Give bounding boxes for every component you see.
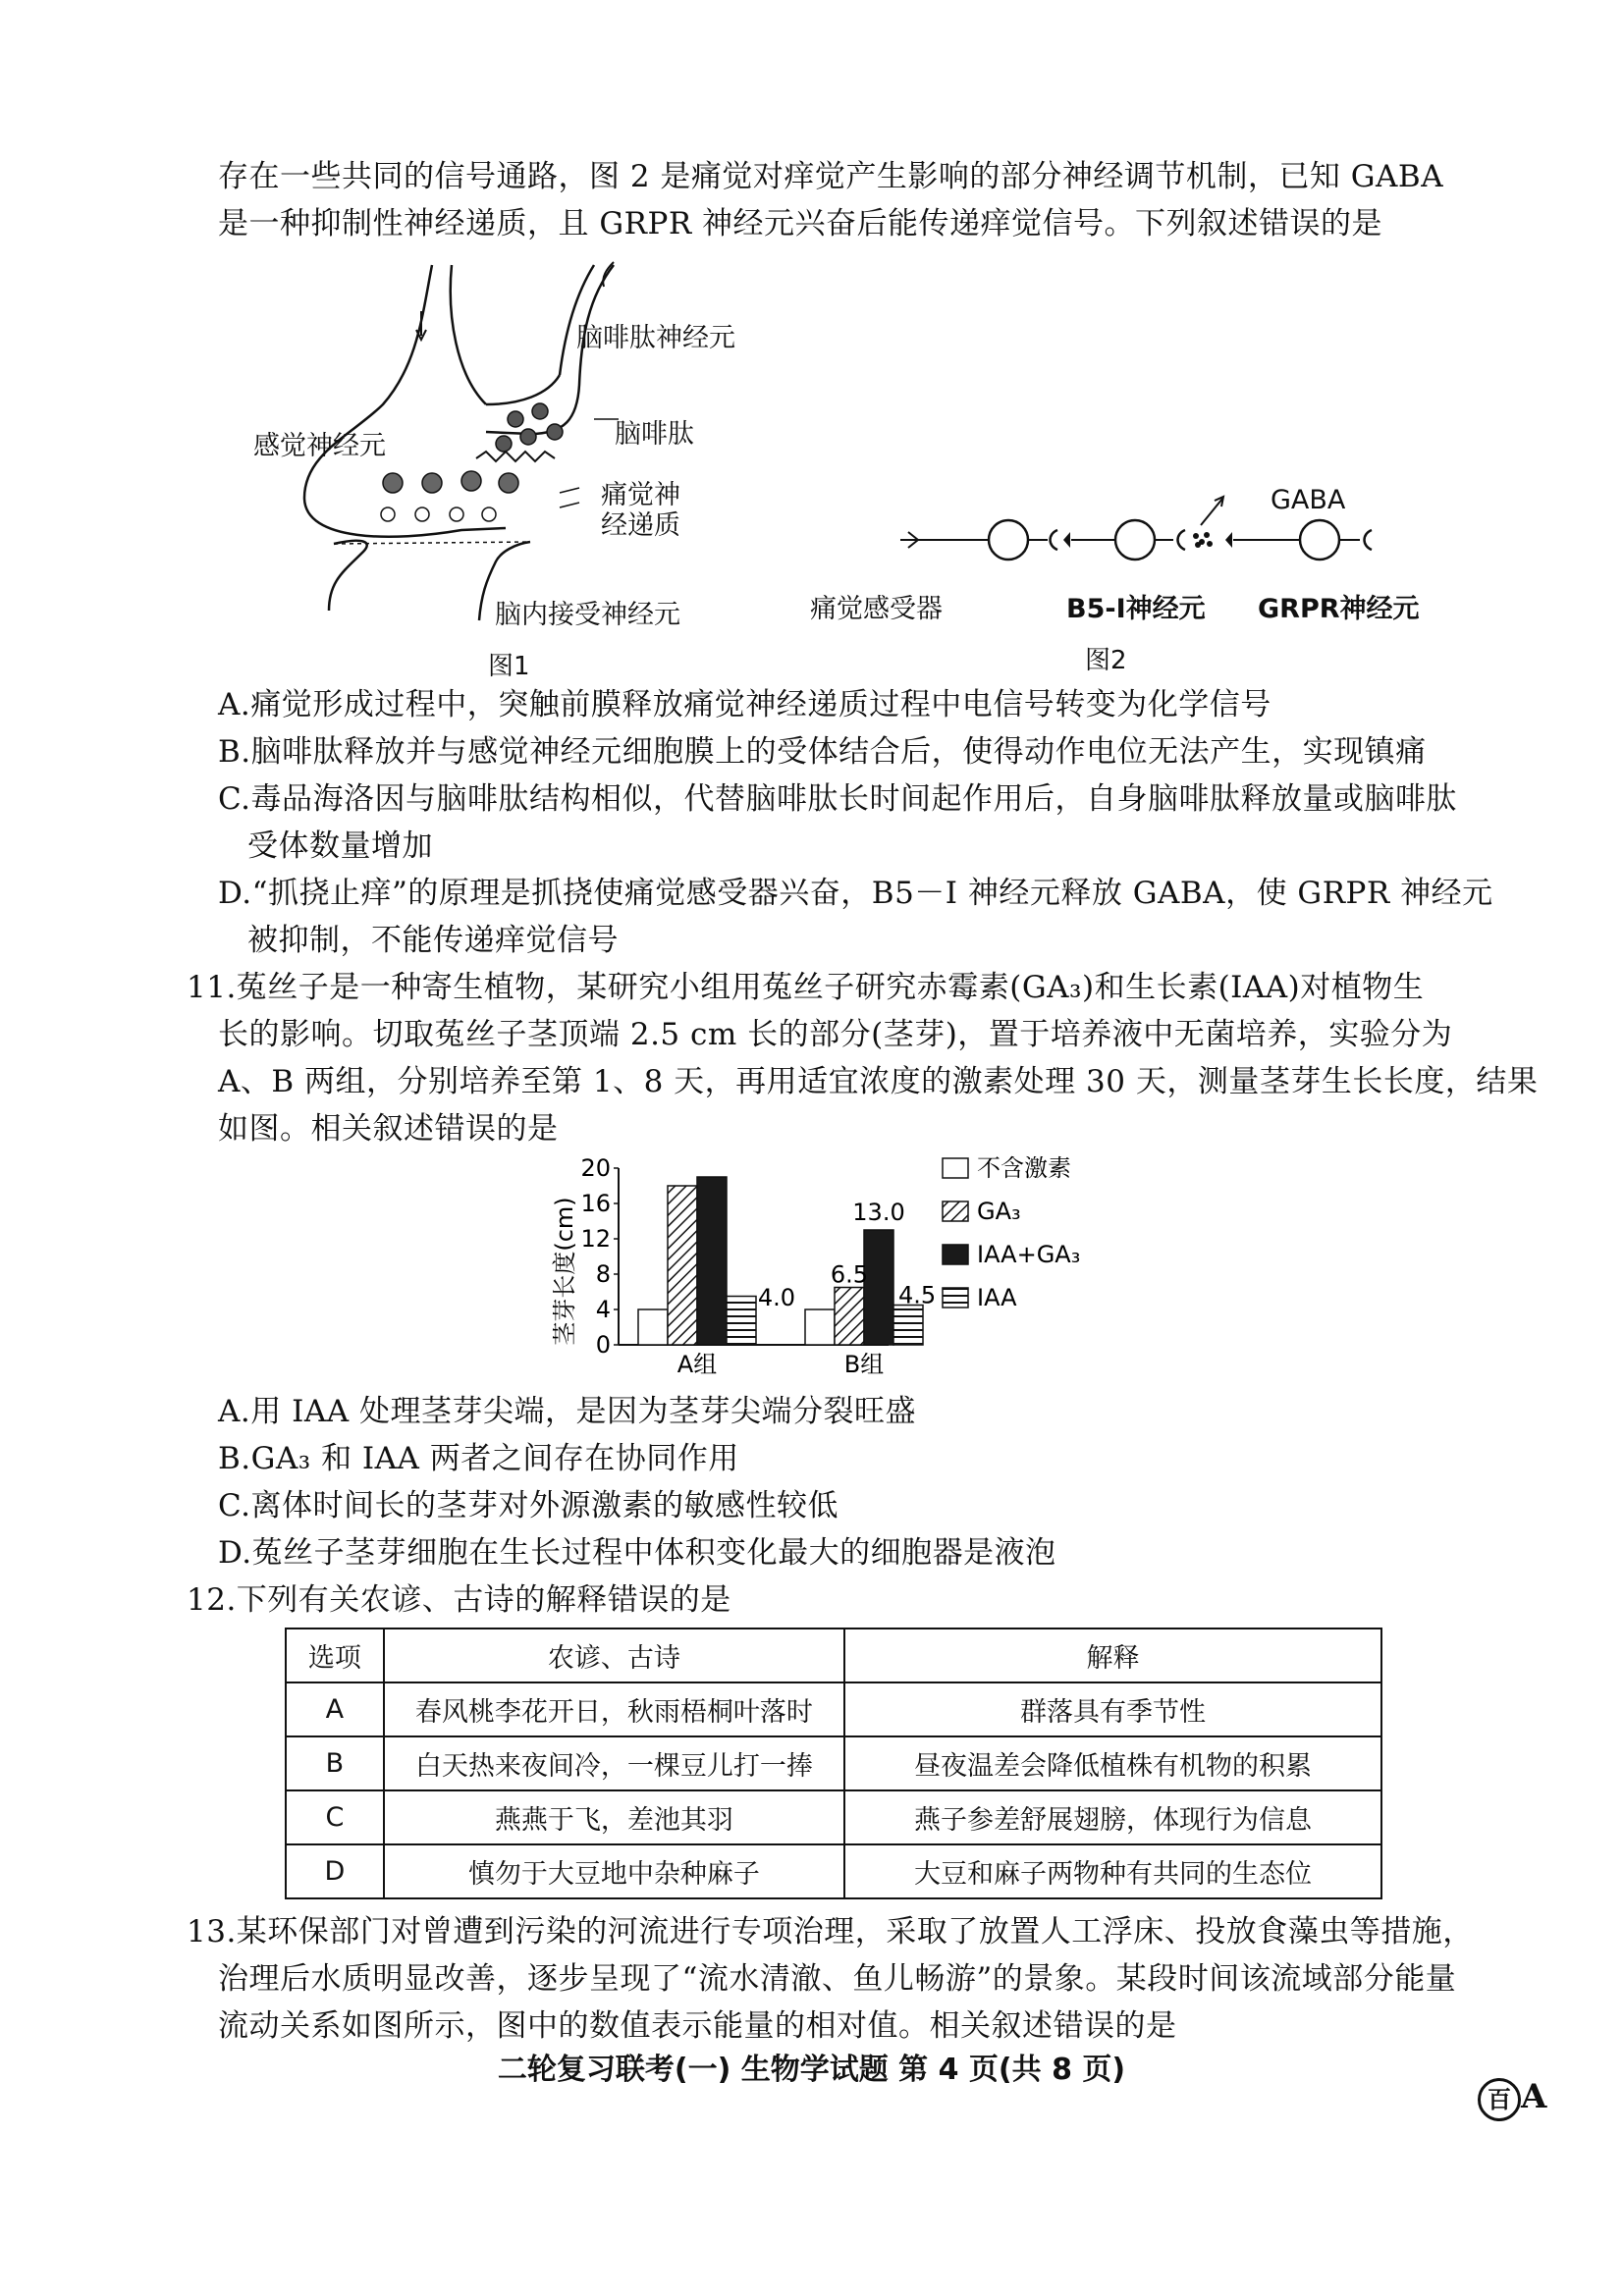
- intro-line-2: 是一种抑制性神经递质，且 GRPR 神经元兴奋后能传递痒觉信号。下列叙述错误的是: [218, 206, 1383, 241]
- q11-option-b: B.GA₃ 和 IAA 两者之间存在协同作用: [218, 1441, 739, 1476]
- label-enkephalin-neuron: 脑啡肽神经元: [576, 323, 735, 353]
- q10-option-a: A.痛觉形成过程中，突触前膜释放痛觉神经递质过程中电信号转变为化学信号: [218, 687, 1271, 722]
- y-axis-label: 茎芽长度(cm): [551, 1197, 578, 1346]
- cell-option: D: [286, 1844, 384, 1898]
- q13-line-2: 治理后水质明显改善，逐步呈现了“流水清澈、鱼儿畅游”的景象。某段时间该流域部分能量: [218, 1961, 1457, 1997]
- cell-explanation: 大豆和麻子两物种有共同的生态位: [844, 1844, 1381, 1898]
- q11-bar-chart: [545, 1148, 1154, 1384]
- q10-option-b: B.脑啡肽释放并与感觉神经元细胞膜上的受体结合后，使得动作电位无法产生，实现镇痛: [218, 734, 1427, 770]
- table-row: [286, 1790, 1381, 1844]
- q11-option-a: A.用 IAA 处理茎芽尖端，是因为茎芽尖端分裂旺盛: [218, 1394, 916, 1429]
- label-pain-transmitter-1: 痛觉神: [601, 480, 680, 510]
- cell-explanation: 燕子参差舒展翅膀，体现行为信息: [844, 1790, 1381, 1844]
- legend-swatch: [943, 1158, 968, 1178]
- q11-line-1: 11.菟丝子是一种寄生植物，某研究小组用菟丝子研究赤霉素(GA₃)和生长素(IAA)对植物生: [187, 970, 1425, 1005]
- y-tick-label: 20: [580, 1154, 611, 1182]
- label-enkephalin: 脑啡肽: [615, 419, 694, 450]
- cell-explanation: 昼夜温差会降低植株有机物的积累: [844, 1736, 1381, 1790]
- bar-0-0: [638, 1309, 668, 1345]
- cell-proverb: 白天热来夜间冷，一棵豆儿打一捧: [384, 1736, 844, 1790]
- q12-table: [285, 1628, 1382, 1899]
- bar-2-0: [697, 1177, 727, 1345]
- data-label: 4.5: [898, 1281, 937, 1309]
- brand-logo: [1478, 2077, 1546, 2121]
- x-category-label: A组: [676, 1351, 718, 1378]
- q10-option-d-cont: 被抑制，不能传递痒觉信号: [247, 923, 619, 958]
- legend-label: 不含激素: [977, 1154, 1071, 1182]
- y-tick-label: 8: [595, 1260, 611, 1288]
- cell-proverb: 慎勿于大豆地中杂种麻子: [384, 1844, 844, 1898]
- legend-label: GA₃: [977, 1198, 1021, 1225]
- cell-proverb: 春风桃李花开日，秋雨梧桐叶落时: [384, 1682, 844, 1736]
- data-label: 13.0: [852, 1199, 905, 1226]
- legend-label: IAA+GA₃: [977, 1241, 1081, 1268]
- bar-1-0: [668, 1186, 697, 1345]
- cell-option: A: [286, 1682, 384, 1736]
- q11-line-3: A、B 两组，分别培养至第 1、8 天，再用适宜浓度的激素处理 30 天，测量茎芽生长长度，结果: [218, 1064, 1539, 1099]
- bar-0-1: [805, 1309, 835, 1345]
- label-b5-neuron: B5-I神经元: [1066, 594, 1206, 624]
- logo-letter: A: [1521, 2077, 1547, 2116]
- logo-circle-icon: 百: [1478, 2078, 1521, 2121]
- y-tick-label: 16: [580, 1190, 611, 1217]
- cell-option: B: [286, 1736, 384, 1790]
- legend-swatch: [943, 1288, 968, 1308]
- table-row: [286, 1736, 1381, 1790]
- figure-2-caption: 图2: [1085, 646, 1127, 675]
- label-gaba: GABA: [1271, 485, 1346, 515]
- y-tick-label: 4: [595, 1296, 611, 1323]
- bar-2-1: [864, 1230, 893, 1345]
- q11-line-4: 如图。相关叙述错误的是: [218, 1111, 559, 1147]
- label-sensory-neuron: 感觉神经元: [253, 431, 386, 461]
- table-row: [286, 1844, 1381, 1898]
- x-category-label: B组: [843, 1351, 885, 1378]
- page-footer: 二轮复习联考(一) 生物学试题 第 4 页(共 8 页): [497, 2053, 1126, 2087]
- legend-label: IAA: [977, 1284, 1017, 1311]
- q13-line-1: 13.某环保部门对曾遭到污染的河流进行专项治理，采取了放置人工浮床、投放食藻虫等措施，: [187, 1914, 1474, 1949]
- table-row: [286, 1682, 1381, 1736]
- cell-explanation: 群落具有季节性: [844, 1682, 1381, 1736]
- label-pain-transmitter-2: 经递质: [601, 510, 680, 541]
- q13-line-3: 流动关系如图所示，图中的数值表示能量的相对值。相关叙述错误的是: [218, 2008, 1177, 2044]
- bar-1-1: [835, 1288, 864, 1346]
- q11-line-2: 长的影响。切取菟丝子茎顶端 2.5 cm 长的部分(茎芽)，置于培养液中无菌培养，实验分为: [218, 1017, 1453, 1052]
- cell-proverb: 燕燕于飞，差池其羽: [384, 1790, 844, 1844]
- q11-option-d: D.菟丝子茎芽细胞在生长过程中体积变化最大的细胞器是液泡: [218, 1535, 1056, 1571]
- bar-3-1: [893, 1306, 923, 1346]
- intro-line-1: 存在一些共同的信号通路，图 2 是痛觉对痒觉产生影响的部分神经调节机制，已知 GABA: [218, 159, 1444, 194]
- figure-2-pathway: [898, 481, 1429, 569]
- y-tick-label: 12: [580, 1225, 611, 1253]
- data-label: 4.0: [757, 1284, 795, 1311]
- legend-swatch: [943, 1201, 968, 1221]
- label-brain-receiver: 脑内接受神经元: [495, 600, 680, 630]
- bar-3-0: [727, 1297, 756, 1346]
- cell-option: C: [286, 1790, 384, 1844]
- label-grpr-neuron: GRPR神经元: [1258, 594, 1420, 624]
- label-pain-receptor: 痛觉感受器: [810, 594, 943, 624]
- figure-1-caption: 图1: [488, 652, 530, 681]
- legend-swatch: [943, 1245, 968, 1264]
- q10-option-c: C.毒品海洛因与脑啡肽结构相似，代替脑啡肽长时间起作用后，自身脑啡肽释放量或脑啡肽: [218, 781, 1457, 817]
- y-tick-label: 0: [595, 1331, 611, 1359]
- header-explanation: 解释: [844, 1629, 1381, 1682]
- header-option: 选项: [286, 1629, 384, 1682]
- q10-option-c-cont: 受体数量增加: [247, 828, 433, 864]
- table-header-row: [286, 1629, 1381, 1682]
- data-label: 6.5: [830, 1260, 869, 1289]
- header-proverb: 农谚、古诗: [384, 1629, 844, 1682]
- q11-option-c: C.离体时间长的茎芽对外源激素的敏感性较低: [218, 1488, 839, 1523]
- q10-option-d: D.“抓挠止痒”的原理是抓挠使痛觉感受器兴奋，B5－I 神经元释放 GABA，使 GRPR 神经元: [218, 876, 1493, 911]
- q12-title: 12.下列有关农谚、古诗的解释错误的是: [187, 1582, 731, 1618]
